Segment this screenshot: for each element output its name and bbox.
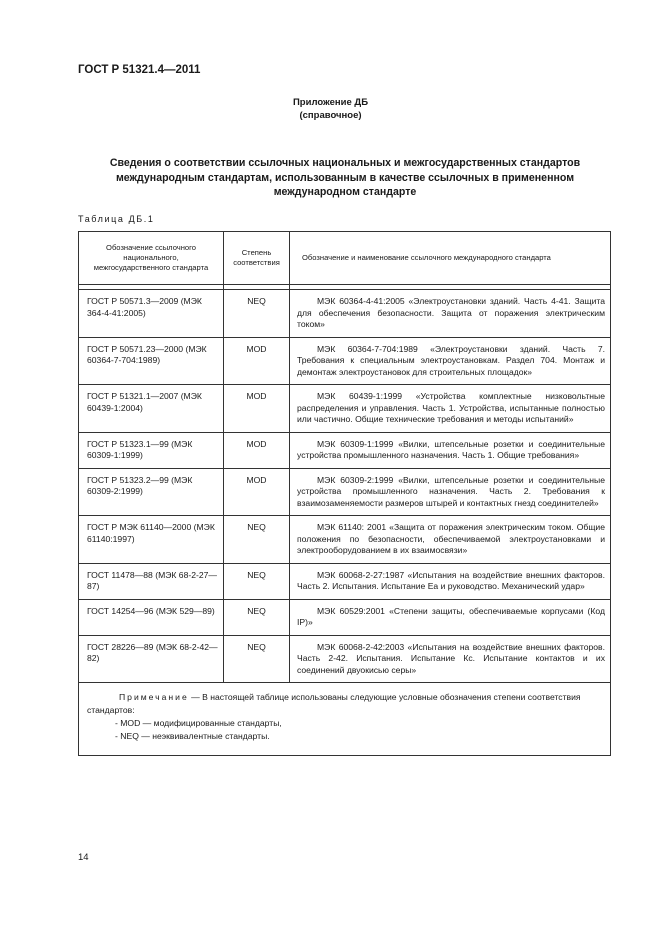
cell-national-standard: ГОСТ Р 51321.1—2007 (МЭК 60439-1:2004) bbox=[79, 385, 224, 433]
table-row bbox=[79, 563, 611, 599]
header-national-standard: Обозначение ссылочного национального, межгосударственного стандарта bbox=[79, 232, 224, 285]
international-standard-text: МЭК 60364-4-41:2005 «Электроустановки зданий. Часть 4-41. Защита для обеспечения безопасности. Защита от поражения электрическим током» bbox=[297, 296, 605, 329]
table-row bbox=[79, 468, 611, 516]
cell-national-standard: ГОСТ Р 51323.1—99 (МЭК 60309-1:1999) bbox=[79, 432, 224, 468]
note-item: - MOD — модифицированные стандарты, bbox=[115, 718, 282, 728]
document-code: ГОСТ Р 51321.4—2011 bbox=[78, 64, 201, 76]
cell-degree: MOD bbox=[224, 432, 290, 468]
table-row bbox=[79, 599, 611, 635]
international-standard-text: МЭК 60068-2-42:2003 «Испытания на воздействие внешних факторов. Часть 2-42. Испытания. Испытание Кс. Испытание контактов и их соединений двуокисью серы» bbox=[297, 641, 605, 675]
page-number: 14 bbox=[78, 852, 89, 863]
note-text: — В настоящей таблице использованы следующие условные обозначения степени соответствия стандартов: bbox=[87, 692, 581, 715]
cell-international-standard bbox=[290, 635, 611, 683]
table-row bbox=[79, 385, 611, 433]
note-label: Примечание bbox=[119, 692, 189, 702]
cell-degree: NEQ bbox=[224, 290, 290, 338]
cell-international-standard bbox=[290, 599, 611, 635]
international-standard-text: МЭК 60529:2001 «Степени защиты, обеспечиваемые корпусами (Код IP)» bbox=[297, 605, 605, 627]
cell-international-standard bbox=[290, 385, 611, 433]
header-degree: Степень соответствия bbox=[224, 232, 290, 285]
table-row bbox=[79, 337, 611, 385]
table-row bbox=[79, 516, 611, 564]
cell-international-standard bbox=[290, 563, 611, 599]
section-title-line: международным стандартам, использованным в качестве ссылочных в примененном bbox=[115, 171, 575, 184]
annex-title: Приложение ДБ bbox=[292, 97, 369, 108]
cell-international-standard bbox=[290, 290, 611, 338]
international-standard-text: МЭК 61140: 2001 «Защита от поражения электрическим током. Общие положения по безопасности, обеспечиваемой электроустановками и электрооборудованием в их взаимосвязи» bbox=[297, 522, 605, 555]
cell-degree: MOD bbox=[224, 337, 290, 385]
note-row bbox=[79, 683, 611, 756]
correspondence-table bbox=[78, 231, 611, 756]
cell-national-standard: ГОСТ Р МЭК 61140—2000 (МЭК 61140:1997) bbox=[79, 516, 224, 564]
international-standard-text: МЭК 60364-7-704:1989 «Электроустановки зданий. Часть 7. Требования к специальным электроустановкам. Раздел 704. Монтаж и демонтаж электроустановок для строительных площадок» bbox=[297, 343, 605, 377]
cell-national-standard: ГОСТ 28226—89 (МЭК 68-2-42—82) bbox=[79, 635, 224, 683]
cell-national-standard: ГОСТ 11478—88 (МЭК 68-2-27—87) bbox=[79, 563, 224, 599]
cell-international-standard bbox=[290, 516, 611, 564]
cell-degree: NEQ bbox=[224, 635, 290, 683]
header-international-standard: Обозначение и наименование ссылочного международного стандарта bbox=[290, 232, 611, 285]
note-lead bbox=[87, 691, 600, 717]
cell-international-standard bbox=[290, 468, 611, 516]
table-row bbox=[79, 432, 611, 468]
international-standard-text: МЭК 60068-2-27:1987 «Испытания на воздействие внешних факторов. Часть 2. Испытания. Испытание Еа и руководство. Механический удар» bbox=[297, 569, 605, 591]
cell-international-standard bbox=[290, 337, 611, 385]
table-note bbox=[79, 683, 611, 756]
section-title bbox=[90, 156, 600, 200]
international-standard-text: МЭК 60309-1:1999 «Вилки, штепсельные розетки и соединительные устройства промышленного назначения. Часть 1. Общие требования» bbox=[297, 438, 605, 460]
cell-national-standard: ГОСТ 14254—96 (МЭК 529—89) bbox=[79, 599, 224, 635]
annex-heading bbox=[0, 96, 661, 122]
section-title-line: международном стандарте bbox=[273, 186, 417, 199]
cell-international-standard bbox=[290, 432, 611, 468]
cell-national-standard: ГОСТ Р 50571.23—2000 (МЭК 60364-7-704:1989) bbox=[79, 337, 224, 385]
international-standard-text: МЭК 60439-1:1999 «Устройства комплектные низковольтные распределения и управления. Часть 1. Устройства, испытанные полностью или частично. Общие технические требования и методы испытаний» bbox=[297, 391, 605, 424]
table-header-row bbox=[79, 232, 611, 285]
table-caption: Таблица ДБ.1 bbox=[78, 214, 155, 224]
international-standard-text: МЭК 60309-2:1999 «Вилки, штепсельные розетки и соединительные устройства промышленного назначения. Часть 2. Требования к взаимозаменяемости размеров штырей и контактных гнезд соединителей» bbox=[297, 474, 605, 508]
cell-degree: NEQ bbox=[224, 516, 290, 564]
section-title-line: Сведения о соответствии ссылочных национальных и межгосударственных стандартов bbox=[109, 157, 581, 169]
annex-subtitle: (справочное) bbox=[299, 110, 362, 121]
cell-degree: MOD bbox=[224, 385, 290, 433]
table-row bbox=[79, 290, 611, 338]
cell-degree: MOD bbox=[224, 468, 290, 516]
cell-national-standard: ГОСТ Р 50571.3—2009 (МЭК 364-4-41:2005) bbox=[79, 290, 224, 338]
cell-degree: NEQ bbox=[224, 599, 290, 635]
table-row bbox=[79, 635, 611, 683]
table-body bbox=[79, 285, 611, 683]
cell-national-standard: ГОСТ Р 51323.2—99 (МЭК 60309-2:1999) bbox=[79, 468, 224, 516]
cell-degree: NEQ bbox=[224, 563, 290, 599]
note-item: - NEQ — неэквивалентные стандарты. bbox=[115, 731, 270, 741]
